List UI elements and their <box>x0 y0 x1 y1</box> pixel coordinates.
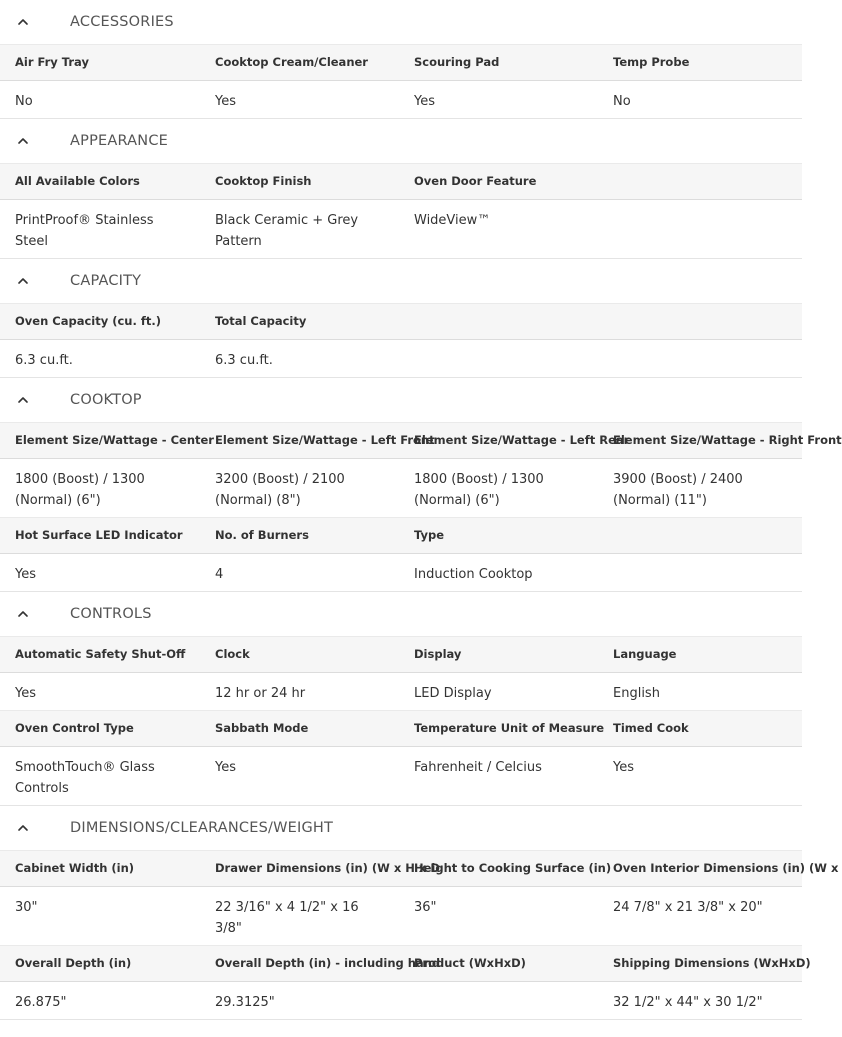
spec-value: 1800 (Boost) / 1300 (Normal) (6") <box>414 472 544 508</box>
spec-header-row <box>0 636 802 673</box>
spec-section-appearance <box>0 119 802 259</box>
chevron-up-icon <box>16 607 30 621</box>
section-toggle-controls[interactable] <box>0 592 802 636</box>
spec-label <box>399 304 598 339</box>
spec-value-row <box>0 459 802 517</box>
spec-value-row <box>0 200 802 258</box>
spec-value: 12 hr or 24 hr <box>215 686 306 701</box>
section-toggle-appearance[interactable] <box>0 119 802 163</box>
section-title: CONTROLS <box>70 606 152 622</box>
spec-label: Cooktop Cream/Cleaner <box>215 55 368 69</box>
spec-label: Temperature Unit of Measure <box>414 721 605 735</box>
spec-label: Language <box>613 647 677 661</box>
section-toggle-cooktop[interactable] <box>0 378 802 422</box>
spec-value <box>598 200 797 258</box>
section-title: COOKTOP <box>70 392 142 408</box>
spec-value-row <box>0 982 802 1019</box>
spec-section-accessories <box>0 0 802 119</box>
spec-label: Element Size/Wattage - Right Front <box>613 433 842 447</box>
section-toggle-capacity[interactable] <box>0 259 802 303</box>
spec-label: No. of Burners <box>215 528 309 542</box>
spec-value: Induction Cooktop <box>414 567 533 582</box>
spec-label: Cooktop Finish <box>215 174 312 188</box>
spec-label: Element Size/Wattage - Left Rear <box>414 433 630 447</box>
spec-value <box>399 340 598 377</box>
spec-value-row <box>0 747 802 805</box>
spec-label: Timed Cook <box>613 721 689 735</box>
spec-value: Yes <box>215 94 236 109</box>
spec-label: Type <box>414 528 445 542</box>
spec-label <box>598 518 797 553</box>
spec-label: Temp Probe <box>613 55 690 69</box>
spec-value <box>598 340 797 377</box>
chevron-up-icon <box>16 15 30 29</box>
chevron-up-icon <box>16 393 30 407</box>
spec-value: Yes <box>15 567 36 582</box>
spec-label: Overall Depth (in) - including hand <box>215 956 441 970</box>
spec-header-row <box>0 517 802 554</box>
spec-value: 24 7/8" x 21 3/8" x 20" <box>613 900 763 915</box>
section-toggle-dimensions-clearances-weight[interactable] <box>0 806 802 850</box>
spec-value: 26.875" <box>15 995 67 1010</box>
spec-label: Oven Capacity (cu. ft.) <box>15 314 161 328</box>
spec-label: Oven Control Type <box>15 721 134 735</box>
spec-label: Shipping Dimensions (WxHxD) <box>613 956 811 970</box>
spec-value: 22 3/16" x 4 1/2" x 16 3/8" <box>215 900 359 936</box>
spec-label: Scouring Pad <box>414 55 500 69</box>
spec-label: Automatic Safety Shut-Off <box>15 647 186 661</box>
spec-label: Air Fry Tray <box>15 55 89 69</box>
spec-value: Yes <box>613 760 634 775</box>
spec-label: Element Size/Wattage - Center <box>15 433 214 447</box>
spec-value-row <box>0 340 802 377</box>
spec-value-row <box>0 81 802 118</box>
spec-value-row <box>0 554 802 591</box>
spec-section-controls <box>0 592 802 806</box>
spec-label <box>598 304 797 339</box>
spec-header-row <box>0 44 802 81</box>
spec-header-row <box>0 945 811 982</box>
spec-value: No <box>15 94 33 109</box>
spec-header-row <box>0 422 842 459</box>
spec-value: PrintProof® Stainless Steel <box>15 213 154 249</box>
spec-label: Hot Surface LED Indicator <box>15 528 183 542</box>
section-title: CAPACITY <box>70 273 142 289</box>
spec-label: Oven Interior Dimensions (in) (W x <box>613 861 839 875</box>
spec-label: All Available Colors <box>15 174 140 188</box>
spec-value: No <box>613 94 631 109</box>
spec-header-row <box>0 163 802 200</box>
spec-value: 29.3125" <box>215 995 275 1010</box>
spec-value: 3900 (Boost) / 2400 (Normal) (11") <box>613 472 743 508</box>
spec-value: Yes <box>215 760 236 775</box>
spec-value <box>598 554 797 591</box>
spec-value: Black Ceramic + Grey Pattern <box>215 213 359 249</box>
spec-label: Clock <box>215 647 250 661</box>
spec-value: 4 <box>215 567 224 582</box>
spec-value: 32 1/2" x 44" x 30 1/2" <box>613 995 763 1010</box>
spec-value: Fahrenheit / Celcius <box>414 760 542 775</box>
spec-header-row <box>0 850 839 887</box>
section-title: ACCESSORIES <box>70 14 174 30</box>
spec-label: Cabinet Width (in) <box>15 861 135 875</box>
spec-value: SmoothTouch® Glass Controls <box>15 760 155 796</box>
chevron-up-icon <box>16 134 30 148</box>
spec-value: Yes <box>15 686 36 701</box>
spec-label: Overall Depth (in) <box>15 956 132 970</box>
spec-section-capacity <box>0 259 802 378</box>
spec-value: 6.3 cu.ft. <box>15 353 73 368</box>
spec-header-row <box>0 710 802 747</box>
section-title: APPEARANCE <box>70 133 169 149</box>
spec-value: 6.3 cu.ft. <box>215 353 273 368</box>
spec-label: Display <box>414 647 462 661</box>
chevron-up-icon <box>16 274 30 288</box>
spec-value: 1800 (Boost) / 1300 (Normal) (6") <box>15 472 145 508</box>
spec-value: 36" <box>414 900 437 915</box>
spec-value-row <box>0 673 802 710</box>
spec-section-cooktop <box>0 378 842 592</box>
spec-label: Drawer Dimensions (in) (W x H x D <box>215 861 440 875</box>
section-toggle-accessories[interactable] <box>0 0 802 44</box>
spec-label: Sabbath Mode <box>215 721 309 735</box>
spec-value: 30" <box>15 900 38 915</box>
spec-value: Yes <box>414 94 435 109</box>
spec-label <box>598 164 797 199</box>
section-title: DIMENSIONS/CLEARANCES/WEIGHT <box>70 820 334 836</box>
spec-value-row <box>0 887 802 945</box>
spec-label: Height to Cooking Surface (in) <box>414 861 612 875</box>
spec-label: Element Size/Wattage - Left Front <box>215 433 435 447</box>
spec-value: WideView™ <box>414 213 491 228</box>
spec-label: Oven Door Feature <box>414 174 537 188</box>
spec-value: English <box>613 686 660 701</box>
spec-value <box>399 982 598 1019</box>
spec-section-dimensions-clearances-weight <box>0 806 839 1020</box>
spec-label: Product (WxHxD) <box>414 956 526 970</box>
spec-label: Total Capacity <box>215 314 307 328</box>
spec-value: LED Display <box>414 686 492 701</box>
spec-header-row <box>0 303 802 340</box>
chevron-up-icon <box>16 821 30 835</box>
spec-value: 3200 (Boost) / 2100 (Normal) (8") <box>215 472 345 508</box>
